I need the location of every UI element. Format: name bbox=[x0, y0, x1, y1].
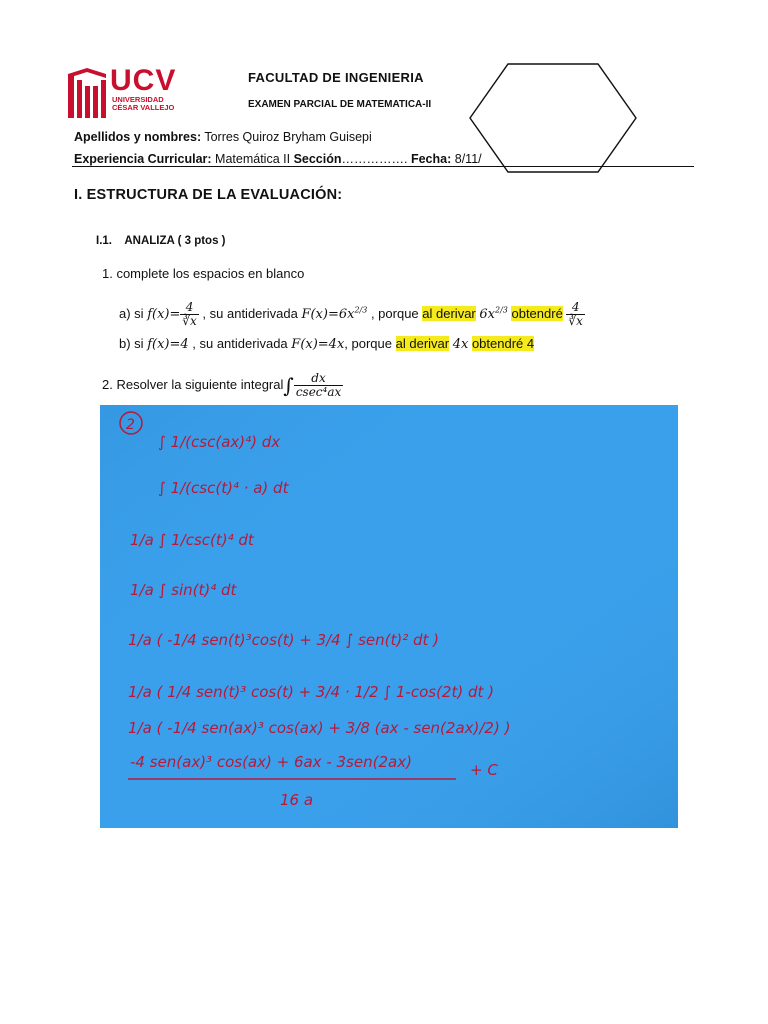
hw-line-5: 1/a ( -1/4 sen(t)³cos(t) + 3/4 ∫ sen(t)² dt ) bbox=[128, 631, 440, 649]
q1b-highlight-derivar: al derivar bbox=[395, 336, 450, 351]
header-divider bbox=[72, 166, 694, 167]
faculty-title: FACULTAD DE INGENIERIA bbox=[248, 70, 424, 85]
subsection-title bbox=[96, 235, 226, 247]
q1a-num: 4 bbox=[185, 300, 194, 314]
q2-text: 2. Resolver la siguiente integral bbox=[102, 376, 284, 392]
question-1b bbox=[119, 336, 534, 352]
name-label: Apellidos y nombres: bbox=[74, 130, 202, 144]
q1a-mid: , su antiderivada bbox=[202, 305, 298, 321]
integral-sign: ∫ bbox=[283, 373, 294, 398]
q1b-label: b) si bbox=[119, 336, 144, 351]
q1a-highlight-obtendre: obtendré bbox=[511, 305, 563, 321]
q2-num: dx bbox=[311, 371, 326, 385]
q1a-exponent2: 2/3 bbox=[494, 305, 508, 315]
hw-line-3: 1/a ∫ 1/csc(t)⁴ dt bbox=[130, 531, 254, 549]
q2-fraction bbox=[294, 372, 343, 399]
handwritten-solution-photo bbox=[100, 405, 678, 828]
question-1-text: 1. complete los espacios en blanco bbox=[102, 266, 305, 281]
q1a-label: a) si bbox=[119, 305, 144, 321]
brand-line2: CÉSAR VALLEJO bbox=[112, 103, 175, 112]
subsection-label: ANALIZA ( 3 ptos ) bbox=[124, 235, 226, 247]
hw-line-6: 1/a ( 1/4 sen(t)³ cos(t) + 3/4 · 1/2 ∫ 1-cos(2t) dt ) bbox=[128, 683, 494, 701]
course-label: Experiencia Curricular: bbox=[74, 152, 212, 166]
q1a-result-fraction bbox=[566, 301, 584, 328]
q1a-den: ∛x bbox=[182, 314, 197, 328]
question-2 bbox=[102, 372, 343, 399]
q1a-res-den: ∛x bbox=[568, 314, 583, 328]
q1a-function: f(x)= bbox=[147, 306, 181, 322]
hw-constant: + C bbox=[470, 761, 498, 779]
q1b-highlight-obtendre: obtendré 4 bbox=[471, 336, 535, 351]
q1a-expression: 6x bbox=[479, 306, 495, 322]
date-value: 8/11/ bbox=[454, 152, 482, 166]
question-1a bbox=[119, 301, 585, 328]
course-value: Matemática II bbox=[215, 152, 291, 166]
q1a-res-num: 4 bbox=[571, 300, 580, 314]
hw-line-8-numerator: -4 sen(ax)³ cos(ax) + 6ax - 3sen(2ax) bbox=[130, 753, 412, 771]
subsection-number: I.1. bbox=[96, 235, 112, 247]
hw-line-7: 1/a ( -1/4 sen(ax)³ cos(ax) + 3/8 (ax - sen(2ax)/2) ) bbox=[128, 719, 511, 737]
section-title: I. ESTRUCTURA DE LA EVALUACIÓN: bbox=[74, 187, 343, 203]
grade-hexagon bbox=[468, 62, 638, 174]
q1a-exponent: 2/3 bbox=[354, 305, 368, 315]
q1b-mid: , su antiderivada bbox=[192, 336, 288, 351]
hw-line-8-denominator: 16 a bbox=[280, 791, 314, 809]
q1b-function: f(x)=4 bbox=[147, 337, 189, 352]
q1b-expression: 4x bbox=[452, 337, 469, 352]
course-row bbox=[74, 152, 482, 166]
student-name-row bbox=[74, 130, 372, 144]
section-dots: ……………. bbox=[341, 152, 408, 166]
brand-line1: UNIVERSIDAD bbox=[112, 95, 164, 104]
q1a-fraction bbox=[180, 301, 198, 328]
name-value: Torres Quiroz Bryham Guisepi bbox=[204, 130, 372, 144]
q1b-antiderivative: F(x)=4x bbox=[291, 337, 345, 352]
q1b-porque: , porque bbox=[344, 336, 392, 351]
hw-circle-number: 2 bbox=[126, 417, 135, 433]
ucv-logo-icon bbox=[68, 68, 106, 118]
hw-line-4: 1/a ∫ sin(t)⁴ dt bbox=[130, 581, 237, 599]
q1a-porque: , porque bbox=[370, 305, 419, 321]
exam-title: EXAMEN PARCIAL DE MATEMATICA-II bbox=[248, 99, 432, 110]
brand-subtitle bbox=[112, 96, 174, 112]
hw-line-1: ∫ 1/(csc(ax)⁴) dx bbox=[158, 433, 281, 451]
hw-line-2: ∫ 1/(csc(t)⁴ · a) dt bbox=[158, 479, 289, 497]
section-label: Sección bbox=[293, 152, 342, 166]
q1a-antiderivative: F(x)=6x bbox=[301, 306, 355, 322]
date-label: Fecha: bbox=[410, 152, 452, 166]
q1a-highlight-derivar: al derivar bbox=[422, 305, 476, 321]
brand-name: UCV bbox=[110, 64, 177, 97]
q2-den: csec⁴ax bbox=[295, 385, 342, 399]
